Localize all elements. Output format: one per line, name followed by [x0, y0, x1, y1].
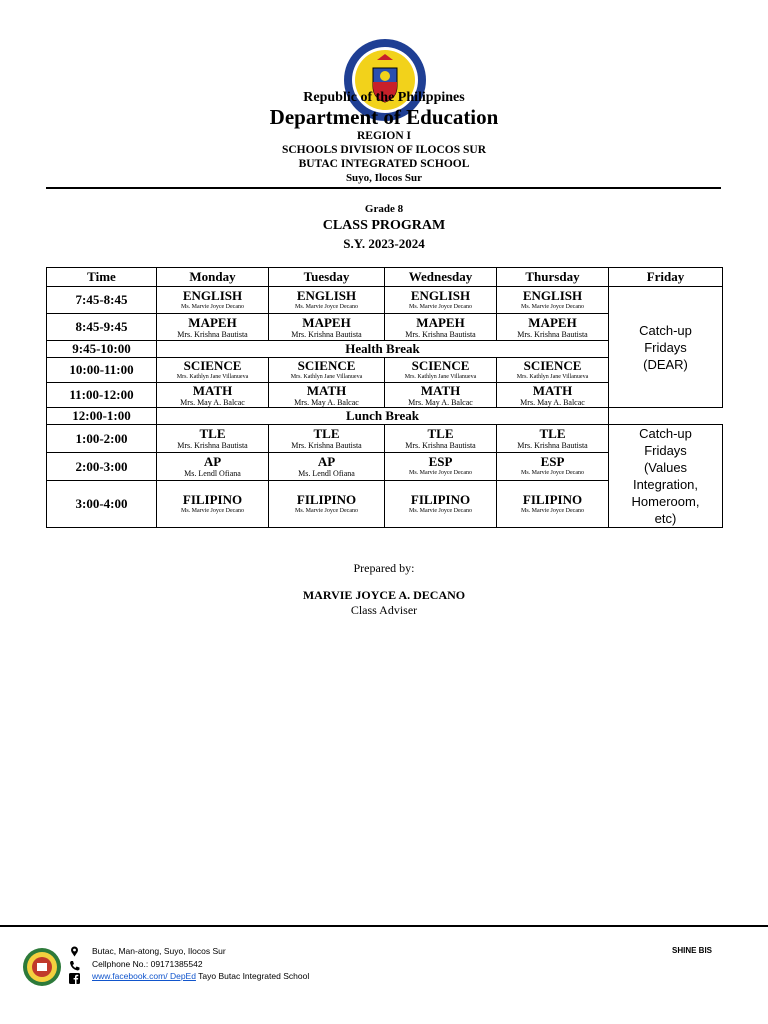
- footer-address: Butac, Man-atong, Suyo, Ilocos Sur: [92, 946, 226, 956]
- subject-name: TLE: [313, 426, 340, 442]
- facebook-link[interactable]: www.facebook.com/ DepEd: [92, 971, 196, 981]
- break-cell: Health Break: [157, 341, 609, 358]
- subject-name: ENGLISH: [522, 287, 583, 303]
- time-cell: 11:00-12:00: [47, 383, 157, 408]
- facebook-icon: [69, 973, 80, 984]
- subject-name: MAPEH: [302, 314, 351, 330]
- teacher-name: Mrs. Krishna Bautista: [177, 329, 248, 339]
- subject-name: ESP: [428, 454, 453, 470]
- subject-name: MATH: [420, 382, 461, 398]
- class-program-title: CLASS PROGRAM: [322, 218, 446, 233]
- subject-cell: [157, 425, 269, 453]
- subject-cell: [385, 425, 497, 453]
- subject-name: MATH: [306, 382, 347, 398]
- subject-name: MATH: [532, 382, 573, 398]
- time-cell: 2:00-3:00: [47, 453, 157, 481]
- subject-name: FILIPINO: [410, 491, 471, 507]
- subject-cell: [157, 481, 269, 528]
- subject-cell: [497, 358, 609, 383]
- footer-divider: [0, 925, 768, 927]
- subject-cell: [497, 425, 609, 453]
- time-cell: 12:00-1:00: [47, 408, 157, 425]
- subject-cell: [385, 287, 497, 314]
- header-time: Time: [47, 268, 157, 287]
- header-thursday: Thursday: [497, 268, 609, 287]
- teacher-name: Mrs. Kathlyn Jane Villanueva: [404, 373, 477, 380]
- header-wednesday: Wednesday: [385, 268, 497, 287]
- school-logo: [22, 947, 62, 987]
- subject-cell: [269, 383, 385, 408]
- friday-line: Catch-up: [639, 426, 692, 441]
- teacher-name: Ms. Marvie Joyce Decano: [409, 507, 472, 514]
- friday-line: etc): [654, 511, 677, 526]
- republic-heading: Republic of the Philippines: [303, 90, 465, 105]
- subject-name: AP: [317, 454, 336, 470]
- subject-cell: [497, 481, 609, 528]
- subject-cell: [269, 314, 385, 341]
- teacher-name: Mrs. Krishna Bautista: [177, 441, 248, 451]
- friday-line: Catch-up: [639, 322, 692, 338]
- teacher-name: Mrs. Krishna Bautista: [405, 441, 476, 451]
- subject-name: TLE: [539, 426, 566, 442]
- teacher-name: Mrs. May A. Balcac: [180, 397, 245, 407]
- friday-line: (DEAR): [643, 356, 688, 372]
- school-heading: BUTAC INTEGRATED SCHOOL: [298, 158, 470, 170]
- subject-cell: [269, 358, 385, 383]
- subject-name: MAPEH: [416, 314, 465, 330]
- teacher-name: Mrs. Krishna Bautista: [517, 441, 588, 451]
- subject-cell: [157, 287, 269, 314]
- subject-name: SCIENCE: [297, 357, 356, 373]
- class-schedule-table: [46, 267, 723, 528]
- adviser-name: MARVIE JOYCE A. DECANO: [302, 588, 466, 602]
- teacher-name: Mrs. May A. Balcac: [408, 397, 473, 407]
- table-header-row: [47, 268, 723, 287]
- header-monday: Monday: [157, 268, 269, 287]
- subject-name: AP: [203, 454, 222, 470]
- time-cell: 3:00-4:00: [47, 481, 157, 528]
- friday-line: Integration,: [632, 477, 699, 492]
- adviser-role: Class Adviser: [350, 603, 418, 617]
- subject-name: ENGLISH: [296, 287, 357, 303]
- break-cell: Lunch Break: [157, 408, 609, 425]
- subject-name: MAPEH: [188, 314, 237, 330]
- time-cell: 7:45-8:45: [47, 287, 157, 314]
- subject-cell: [157, 358, 269, 383]
- teacher-name: Ms. Marvie Joyce Decano: [521, 507, 584, 514]
- subject-cell: [385, 453, 497, 481]
- header-friday: Friday: [609, 268, 723, 287]
- friday-line: Fridays: [644, 339, 687, 355]
- division-heading: SCHOOLS DIVISION OF ILOCOS SUR: [281, 144, 487, 156]
- phone-icon: [69, 960, 80, 971]
- teacher-name: Mrs. Kathlyn Jane Villanueva: [176, 373, 249, 380]
- subject-cell: [497, 383, 609, 408]
- teacher-name: Mrs. May A. Balcac: [294, 397, 359, 407]
- friday-line: Homeroom,: [631, 494, 700, 509]
- table-row: [47, 287, 723, 314]
- subject-cell: [269, 453, 385, 481]
- subject-cell: [497, 453, 609, 481]
- subject-name: SCIENCE: [183, 357, 242, 373]
- teacher-name: Ms. Marvie Joyce Decano: [295, 507, 358, 514]
- subject-name: SCIENCE: [411, 357, 470, 373]
- friday-catchup-afternoon: [609, 425, 723, 528]
- school-year-label: S.Y. 2023-2024: [343, 236, 425, 251]
- subject-cell: [385, 314, 497, 341]
- subject-name: ENGLISH: [182, 287, 243, 303]
- subject-name: FILIPINO: [522, 491, 583, 507]
- teacher-name: Ms. Marvie Joyce Decano: [181, 507, 244, 514]
- teacher-name: Mrs. Krishna Bautista: [517, 329, 588, 339]
- teacher-name: Ms. Marvie Joyce Decano: [181, 303, 244, 310]
- prepared-by-label: Prepared by:: [353, 561, 415, 575]
- subject-name: SCIENCE: [523, 357, 582, 373]
- time-cell: 8:45-9:45: [47, 314, 157, 341]
- subject-cell: [385, 481, 497, 528]
- subject-name: ESP: [540, 454, 565, 470]
- subject-cell: [157, 314, 269, 341]
- subject-name: TLE: [199, 426, 226, 442]
- teacher-name: Mrs. Krishna Bautista: [291, 441, 362, 451]
- header-tuesday: Tuesday: [269, 268, 385, 287]
- subject-name: FILIPINO: [296, 491, 357, 507]
- subject-cell: [157, 453, 269, 481]
- footer-cellphone: Cellphone No.: 09171385542: [92, 959, 203, 969]
- time-cell: 1:00-2:00: [47, 425, 157, 453]
- teacher-name: Ms. Marvie Joyce Decano: [521, 470, 584, 477]
- subject-cell: [385, 358, 497, 383]
- location-icon: [69, 946, 80, 957]
- subject-cell: [269, 425, 385, 453]
- department-heading: Department of Education: [269, 105, 499, 129]
- region-heading: REGION I: [357, 130, 411, 142]
- table-row: [47, 408, 723, 425]
- teacher-name: Ms. Lendl Ofiana: [184, 469, 241, 479]
- teacher-name: Ms. Lendl Ofiana: [298, 469, 355, 479]
- friday-line: (Values: [643, 460, 688, 475]
- subject-cell: [269, 481, 385, 528]
- header-divider: [46, 187, 721, 189]
- teacher-name: Mrs. Krishna Bautista: [405, 329, 476, 339]
- subject-name: MAPEH: [528, 314, 577, 330]
- subject-cell: [385, 383, 497, 408]
- time-cell: 9:45-10:00: [47, 341, 157, 358]
- shine-bis-tag: SHINE BIS: [672, 946, 713, 955]
- time-cell: 10:00-11:00: [47, 358, 157, 383]
- grade-label: Grade 8: [364, 203, 404, 215]
- subject-name: MATH: [192, 382, 233, 398]
- teacher-name: Mrs. Kathlyn Jane Villanueva: [290, 373, 363, 380]
- subject-name: FILIPINO: [182, 491, 243, 507]
- teacher-name: Mrs. May A. Balcac: [520, 397, 585, 407]
- facebook-page-name: Tayo Butac Integrated School: [195, 971, 310, 981]
- subject-name: TLE: [427, 426, 454, 442]
- friday-line: Fridays: [644, 443, 687, 458]
- teacher-name: Mrs. Krishna Bautista: [291, 329, 362, 339]
- subject-cell: [497, 314, 609, 341]
- teacher-name: Mrs. Kathlyn Jane Villanueva: [516, 373, 589, 380]
- subject-cell: [269, 287, 385, 314]
- teacher-name: Ms. Marvie Joyce Decano: [409, 470, 472, 477]
- subject-cell: [157, 383, 269, 408]
- teacher-name: Ms. Marvie Joyce Decano: [409, 303, 472, 310]
- teacher-name: Ms. Marvie Joyce Decano: [295, 303, 358, 310]
- friday-catchup-morning: [609, 287, 723, 408]
- teacher-name: Ms. Marvie Joyce Decano: [521, 303, 584, 310]
- footer-facebook: [92, 971, 309, 981]
- town-heading: Suyo, Ilocos Sur: [345, 172, 423, 184]
- subject-cell: [497, 287, 609, 314]
- subject-name: ENGLISH: [410, 287, 471, 303]
- table-row: [47, 425, 723, 453]
